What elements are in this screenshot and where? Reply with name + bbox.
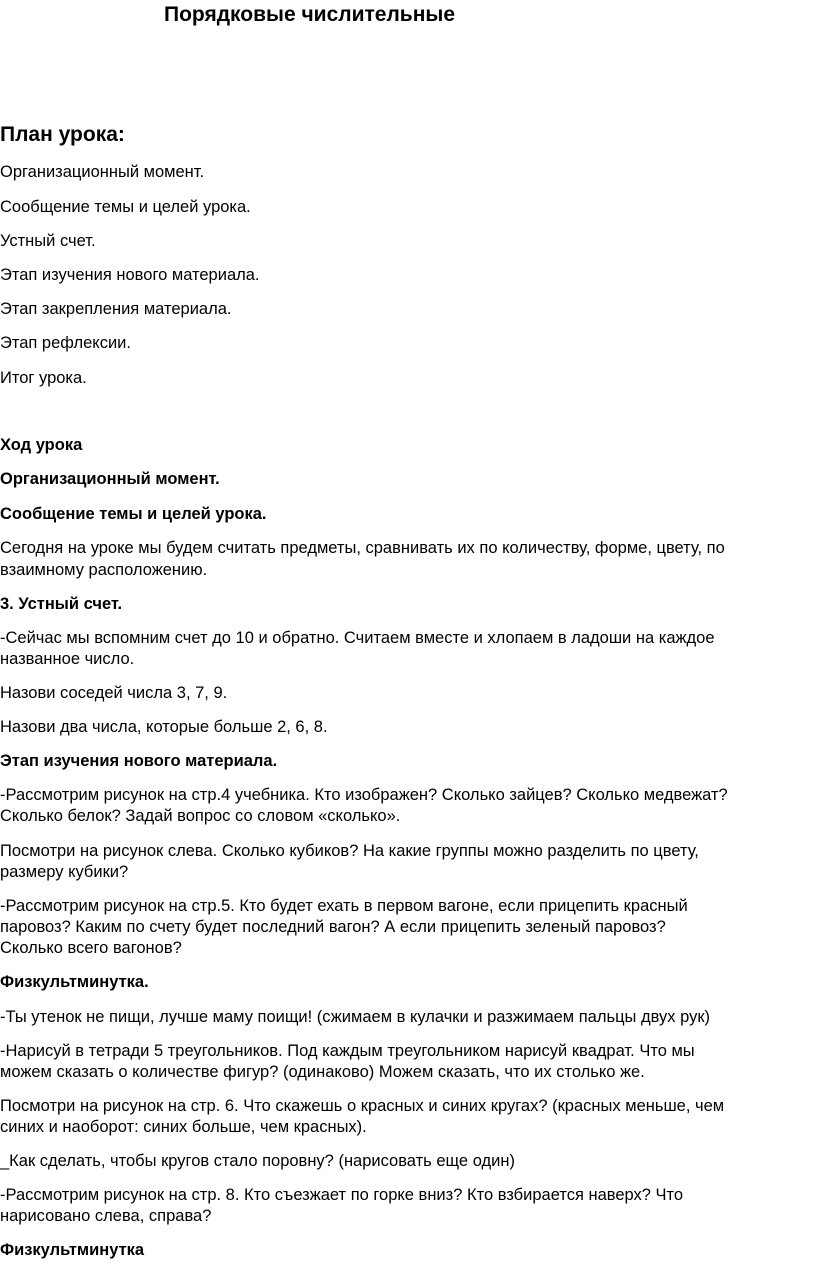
plan-item: Сообщение темы и целей урока. — [0, 198, 251, 216]
plan-heading: План урока: — [0, 123, 125, 146]
triangles-text-line: можем сказать о количестве фигур? (одинаково) Можем сказать, что их столько же. — [0, 1063, 645, 1081]
plan-item: Этап закрепления материала. — [0, 300, 232, 318]
bigger-text: Назови два числа, которые больше 2, 6, 8. — [0, 718, 328, 736]
page8-text-line: -Рассмотрим рисунок на стр. 8. Кто съезжает по горке вниз? Кто взбирается наверх? Что — [0, 1186, 684, 1204]
page5-text-line: паровоз? Каким по счету будет последний вагон? А если прицепить зеленый паровоз? — [0, 918, 666, 936]
equal-text: _Как сделать, чтобы кругов стало поровну? (нарисовать еще один) — [0, 1152, 515, 1170]
triangles-text-line: -Нарисуй в тетради 5 треугольников. Под каждым треугольником нарисуй квадрат. Что мы — [0, 1042, 695, 1060]
count-heading: 3. Устный счет. — [0, 595, 123, 613]
circles-text-line: Посмотри на рисунок на стр. 6. Что скажешь о красных и синих кругах? (красных меньше, чем — [0, 1097, 725, 1115]
cubes-text-line: Посмотри на рисунок слева. Сколько кубиков? На какие группы можно разделить по цвету, — [0, 842, 699, 860]
new-material-heading: Этап изучения нового материала. — [0, 752, 278, 770]
topic-text-line: взаимному расположению. — [0, 561, 208, 579]
cubes-text-line: размеру кубики? — [0, 863, 129, 881]
physical-break-heading: Физкультминутка. — [0, 973, 149, 991]
circles-text-line: синих и наоборот: синих больше, чем красных). — [0, 1118, 367, 1136]
duckling-text: -Ты утенок не пищи, лучше маму поищи! (сжимаем в кулачки и разжимаем пальцы двух рук) — [0, 1008, 711, 1026]
physical-break-heading-2: Физкультминутка — [0, 1241, 145, 1259]
plan-item: Устный счет. — [0, 232, 96, 250]
org-heading: Организационный момент. — [0, 470, 220, 488]
neighbors-text: Назови соседей числа 3, 7, 9. — [0, 684, 228, 702]
topic-text-line: Сегодня на уроке мы будем считать предметы, сравнивать их по количеству, форме, цвету, по — [0, 539, 725, 557]
plan-item: Организационный момент. — [0, 163, 205, 181]
page5-text-line: -Рассмотрим рисунок на стр.5. Кто будет ехать в первом вагоне, если прицепить красный — [0, 897, 688, 915]
page4-text-line: Сколько белок? Задай вопрос со словом «сколько». — [0, 807, 401, 825]
plan-item: Этап рефлексии. — [0, 334, 131, 352]
document-title: Порядковые числительные — [164, 3, 456, 26]
page8-text-line: нарисовано слева, справа? — [0, 1207, 212, 1225]
plan-item: Этап изучения нового материала. — [0, 266, 260, 284]
count-text-line: названное число. — [0, 650, 135, 668]
count-text-line: -Сейчас мы вспомним счет до 10 и обратно. Считаем вместе и хлопаем в ладоши на каждое — [0, 629, 715, 647]
plan-item: Итог урока. — [0, 369, 87, 387]
course-heading: Ход урока — [0, 436, 83, 454]
topic-heading: Сообщение темы и целей урока. — [0, 505, 267, 523]
page5-text-line: Сколько всего вагонов? — [0, 939, 182, 957]
page4-text-line: -Рассмотрим рисунок на стр.4 учебника. Кто изображен? Сколько зайцев? Сколько медвежат? — [0, 786, 728, 804]
